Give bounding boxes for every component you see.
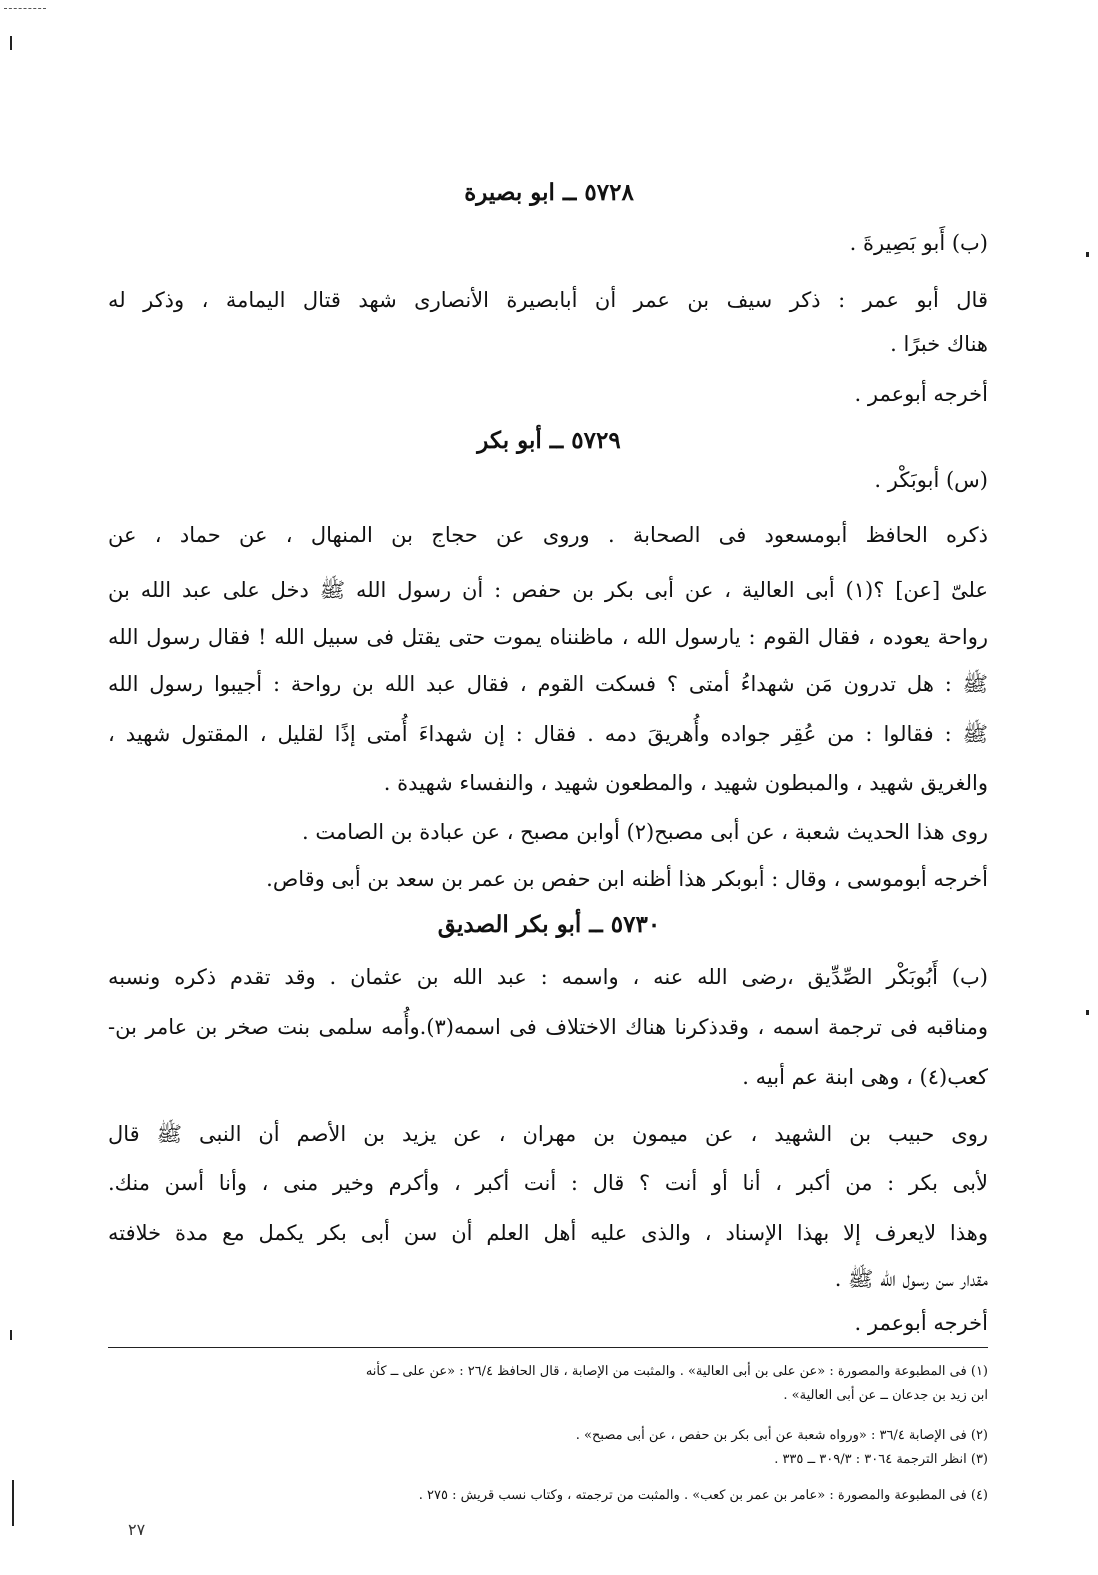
text-line: روى حبيب بن الشهيد ، عن ميمون بن مهران ، عن يزيد بن الأصم أن النبى ﷺ قال (108, 1122, 988, 1146)
entry-heading: ٥٧٣٠ ــ أبو بكر الصديق (437, 911, 661, 938)
scan-mark (10, 36, 12, 50)
text-line: أخرجه أبوموسى ، وقال : أبوبكر هذا أظنه ابن حفص بن عمر بن سعد بن أبى وقاص. (266, 867, 988, 891)
text-line: مقدار سن رسول الله ﷺ . (834, 1267, 988, 1291)
text-line: ومناقبه فى ترجمة اسمه ، وقدذكرنا هناك الاختلاف فى اسمه(٣).وأُمه سلمى بنت صخر بن عامر بن- (108, 1015, 988, 1039)
page-number: ٢٧ (128, 1520, 146, 1539)
scan-mark (1086, 1010, 1089, 1015)
text-line: (ب) أَبُوبَكْر الصِّدِّيق ،رضى الله عنه ، واسمه : عبد الله بن عثمان . وقد تقدم ذكره ونسبه (108, 965, 988, 989)
text-line: لأبى بكر : من أكبر ، أنا أو أنت ؟ قال : أنت أكبر ، وأكرم وخير منى ، وأنا أسن منك. (108, 1171, 988, 1195)
footnote-divider (108, 1347, 988, 1348)
text-line: وهذا لايعرف إلا بهذا الإسناد ، والذى عليه أهل العلم أن سن أبى بكر يكمل مع مدة خلافته (108, 1221, 988, 1245)
text-line: ﷺ : هل تدرون مَن شهداءُ أمتى ؟ فسكت القوم ، فقال عبد الله بن رواحة : أجيبوا رسول الله (108, 672, 988, 696)
text-line: ذكره الحافظ أبومسعود فى الصحابة . وروى عن حجاج بن المنهال ، عن حماد ، عن (108, 523, 988, 547)
text-line: أخرجه أبوعمر . (854, 1311, 988, 1335)
text-line: هناك خبرًا . (890, 332, 988, 356)
text-line: روى هذا الحديث شعبة ، عن أبى مصبح(٢) أوابن مصبح ، عن عبادة بن الصامت . (302, 820, 988, 844)
text-line: رواحة يعوده ، فقال القوم : يارسول الله ، ماظنناه يموت حتى يقتل فى سبيل الله ! فقال رسول الله (108, 625, 988, 649)
text-line: والغريق شهيد ، والمبطون شهيد ، والمطعون شهيد ، والنفساء شهيدة . (383, 771, 988, 795)
footnote: (٢) فى الإصابة ٣٦/٤ : «ورواه شعبة عن أبى بكر بن حفص ، عن أبى مصبح» . (575, 1428, 988, 1443)
footnote: (١) فى المطبوعة والمصورة : «عن على بن أبى العالية» . والمثبت من الإصابة ، قال الحافظ ٢٦/٤ : «عن على ــ كأنه (365, 1364, 988, 1379)
scan-mark (1086, 252, 1089, 257)
text-line: (ب) أَبو بَصِيرةَ . (849, 231, 988, 255)
text-line: كعب(٤) ، وهى ابنة عم أبيه . (742, 1065, 988, 1089)
text-line: علىّ [عن] ؟(١) أبى العالية ، عن أبى بكر بن حفص : أن رسول الله ﷺ دخل على عبد الله بن (108, 578, 988, 602)
entry-heading: ٥٧٢٩ ــ أبو بكر (477, 427, 621, 454)
text-line: قال أبو عمر : ذكر سيف بن عمر أن أبابصيرة الأنصارى شهد قتال اليمامة ، وذكر له (108, 288, 988, 312)
footnote: ابن زيد بن جدعان ــ عن أبى العالية» . (783, 1388, 988, 1403)
footnote: (٣) انظر الترجمة ٣٠٦٤ : ٣٠٩/٣ ــ ٣٣٥ . (774, 1452, 988, 1467)
text-line: (س) أبوبَكْر . (874, 468, 988, 492)
text-line: ﷺ : فقالوا : من عُقِر جواده وأُهريقَ دمه . فقال : إن شهداءَ أُمتى إذًا لقليل ، المقتول شهيد ، (108, 722, 988, 746)
entry-heading: ٥٧٢٨ ــ ابو بصيرة (464, 179, 634, 206)
footnote: (٤) فى المطبوعة والمصورة : «عامر بن عمر بن كعب» . والمثبت من ترجمته ، وكتاب نسب قريش : ٢٧٥ . (418, 1488, 988, 1503)
scan-mark (10, 1330, 12, 1340)
scan-mark (4, 8, 46, 9)
text-line: أخرجه أبوعمر . (854, 382, 988, 406)
scan-mark (12, 1480, 14, 1526)
